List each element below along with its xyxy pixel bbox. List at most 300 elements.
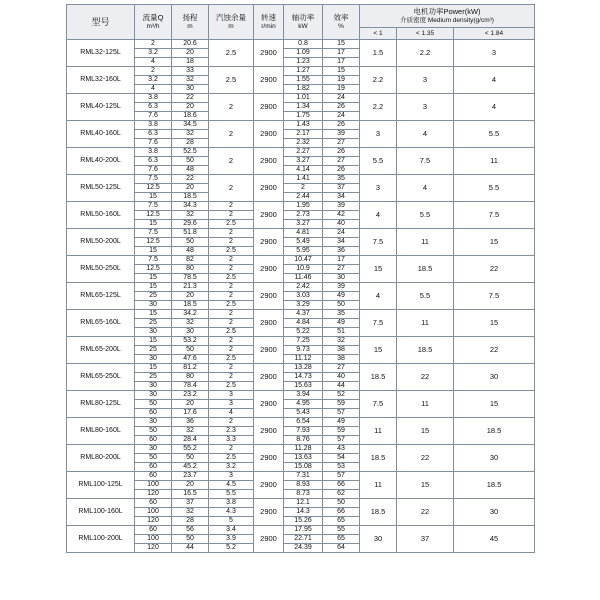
efficiency-cell: 19 — [323, 85, 360, 94]
table-row — [67, 148, 535, 157]
flow-cell: 7.5 — [135, 175, 172, 184]
head-cell: 50 — [172, 535, 209, 544]
motor-power-cell-density-1: 1.5 — [360, 40, 397, 67]
shaft-power-cell: 2.27 — [284, 148, 323, 157]
header-flow: 流量Q m³/h — [135, 5, 172, 40]
shaft-power-cell: 1.01 — [284, 94, 323, 103]
motor-power-cell-density-3: 4 — [454, 94, 535, 121]
efficiency-cell: 49 — [323, 319, 360, 328]
efficiency-cell: 57 — [323, 409, 360, 418]
speed-cell: 2900 — [254, 94, 284, 121]
model-cell: RML50-250L — [67, 256, 135, 283]
motor-power-cell-density-1: 2.2 — [360, 94, 397, 121]
motor-power-cell-density-2: 22 — [397, 445, 454, 472]
table-row — [67, 418, 535, 427]
flow-cell: 100 — [135, 481, 172, 490]
table-row — [67, 499, 535, 508]
flow-cell: 12.5 — [135, 265, 172, 274]
shaft-power-cell: 0.8 — [284, 40, 323, 49]
npsh-cell: 2 — [209, 418, 254, 427]
flow-cell: 3.8 — [135, 94, 172, 103]
table-row — [67, 256, 535, 265]
shaft-power-cell: 5.95 — [284, 247, 323, 256]
motor-power-cell-density-3: 15 — [454, 310, 535, 337]
head-cell: 47.6 — [172, 355, 209, 364]
model-cell: RML40-200L — [67, 148, 135, 175]
npsh-cell: 2.5 — [209, 220, 254, 229]
flow-cell: 6.3 — [135, 103, 172, 112]
npsh-cell: 2 — [209, 373, 254, 382]
motor-power-cell-density-2: 4 — [397, 175, 454, 202]
motor-power-cell-density-2: 5.5 — [397, 202, 454, 229]
motor-power-cell-density-1: 15 — [360, 337, 397, 364]
shaft-power-cell: 3.03 — [284, 292, 323, 301]
efficiency-cell: 42 — [323, 211, 360, 220]
motor-power-cell-density-1: 2.2 — [360, 67, 397, 94]
head-cell: 48 — [172, 166, 209, 175]
speed-cell: 2900 — [254, 445, 284, 472]
motor-power-cell-density-3: 5.5 — [454, 175, 535, 202]
flow-cell: 25 — [135, 373, 172, 382]
head-cell: 51.8 — [172, 229, 209, 238]
motor-power-cell-density-2: 2.2 — [397, 40, 454, 67]
shaft-power-cell: 15.63 — [284, 382, 323, 391]
efficiency-cell: 27 — [323, 364, 360, 373]
shaft-power-cell: 4.81 — [284, 229, 323, 238]
table-row — [67, 67, 535, 76]
flow-cell: 3.8 — [135, 148, 172, 157]
npsh-cell: 5.2 — [209, 544, 254, 553]
flow-cell: 15 — [135, 310, 172, 319]
motor-power-cell-density-3: 30 — [454, 445, 535, 472]
head-cell: 82 — [172, 256, 209, 265]
shaft-power-cell: 1.82 — [284, 85, 323, 94]
motor-power-cell-density-3: 18.5 — [454, 418, 535, 445]
npsh-cell: 2.5 — [209, 67, 254, 94]
table-row — [67, 283, 535, 292]
shaft-power-cell: 9.73 — [284, 346, 323, 355]
npsh-cell: 2 — [209, 346, 254, 355]
shaft-power-cell: 15.26 — [284, 517, 323, 526]
motor-power-cell-density-2: 7.5 — [397, 148, 454, 175]
efficiency-cell: 39 — [323, 202, 360, 211]
shaft-power-cell: 14.3 — [284, 508, 323, 517]
efficiency-cell: 54 — [323, 454, 360, 463]
header-motor-power: 电机功率Power(kW) 介质密度 Medium density(g/cm³) — [360, 5, 535, 28]
shaft-power-cell: 24.39 — [284, 544, 323, 553]
npsh-cell: 2 — [209, 445, 254, 454]
head-cell: 20 — [172, 103, 209, 112]
flow-cell: 12.5 — [135, 238, 172, 247]
shaft-power-cell: 4.14 — [284, 166, 323, 175]
flow-cell: 7.6 — [135, 139, 172, 148]
efficiency-cell: 37 — [323, 184, 360, 193]
npsh-cell: 2 — [209, 292, 254, 301]
flow-cell: 2 — [135, 67, 172, 76]
motor-power-cell-density-1: 11 — [360, 472, 397, 499]
npsh-cell: 2 — [209, 229, 254, 238]
npsh-cell: 2.5 — [209, 274, 254, 283]
motor-power-cell-density-1: 18.5 — [360, 364, 397, 391]
table-row — [67, 175, 535, 184]
head-cell: 81.2 — [172, 364, 209, 373]
npsh-cell: 2.5 — [209, 40, 254, 67]
shaft-power-cell: 2.17 — [284, 130, 323, 139]
shaft-power-cell: 11.28 — [284, 445, 323, 454]
head-cell: 34.5 — [172, 121, 209, 130]
npsh-cell: 2 — [209, 265, 254, 274]
efficiency-cell: 59 — [323, 400, 360, 409]
efficiency-cell: 38 — [323, 355, 360, 364]
shaft-power-cell: 11.46 — [284, 274, 323, 283]
flow-cell: 15 — [135, 364, 172, 373]
head-cell: 34.2 — [172, 310, 209, 319]
motor-power-cell-density-3: 15 — [454, 391, 535, 418]
flow-cell: 60 — [135, 463, 172, 472]
flow-cell: 60 — [135, 409, 172, 418]
speed-cell: 2900 — [254, 175, 284, 202]
shaft-power-cell: 12.1 — [284, 499, 323, 508]
shaft-power-cell: 7.31 — [284, 472, 323, 481]
flow-cell: 120 — [135, 490, 172, 499]
shaft-power-cell: 7.25 — [284, 337, 323, 346]
npsh-cell: 2 — [209, 337, 254, 346]
efficiency-cell: 26 — [323, 166, 360, 175]
table-row — [67, 40, 535, 49]
head-cell: 45.2 — [172, 463, 209, 472]
head-cell: 18.6 — [172, 112, 209, 121]
efficiency-cell: 35 — [323, 310, 360, 319]
efficiency-cell: 32 — [323, 337, 360, 346]
npsh-cell: 4.3 — [209, 508, 254, 517]
flow-cell: 2 — [135, 40, 172, 49]
efficiency-cell: 24 — [323, 94, 360, 103]
motor-power-cell-density-2: 15 — [397, 418, 454, 445]
npsh-cell: 2 — [209, 148, 254, 175]
head-cell: 34.3 — [172, 202, 209, 211]
flow-cell: 15 — [135, 283, 172, 292]
head-cell: 28 — [172, 139, 209, 148]
flow-cell: 60 — [135, 499, 172, 508]
header-density-1: < 1 — [360, 28, 397, 40]
flow-cell: 30 — [135, 328, 172, 337]
motor-power-cell-density-3: 3 — [454, 40, 535, 67]
head-cell: 55.2 — [172, 445, 209, 454]
efficiency-cell: 15 — [323, 40, 360, 49]
efficiency-cell: 24 — [323, 112, 360, 121]
npsh-cell: 3.4 — [209, 526, 254, 535]
efficiency-cell: 59 — [323, 427, 360, 436]
flow-cell: 30 — [135, 382, 172, 391]
model-cell: RML50-125L — [67, 175, 135, 202]
model-cell: RML40-160L — [67, 121, 135, 148]
table-row — [67, 391, 535, 400]
head-cell: 20 — [172, 49, 209, 58]
shaft-power-cell: 5.49 — [284, 238, 323, 247]
head-cell: 33 — [172, 67, 209, 76]
head-cell: 20 — [172, 400, 209, 409]
shaft-power-cell: 14.73 — [284, 373, 323, 382]
model-cell: RML80-125L — [67, 391, 135, 418]
motor-power-cell-density-1: 7.5 — [360, 310, 397, 337]
table-row — [67, 364, 535, 373]
npsh-cell: 2 — [209, 175, 254, 202]
shaft-power-cell: 1.09 — [284, 49, 323, 58]
model-cell: RML65-250L — [67, 364, 135, 391]
flow-cell: 30 — [135, 355, 172, 364]
motor-power-cell-density-3: 11 — [454, 148, 535, 175]
efficiency-cell: 34 — [323, 238, 360, 247]
efficiency-cell: 62 — [323, 490, 360, 499]
flow-cell: 15 — [135, 337, 172, 346]
head-cell: 32 — [172, 427, 209, 436]
head-cell: 21.3 — [172, 283, 209, 292]
npsh-cell: 3 — [209, 400, 254, 409]
motor-power-cell-density-1: 7.5 — [360, 391, 397, 418]
flow-cell: 25 — [135, 292, 172, 301]
efficiency-cell: 65 — [323, 517, 360, 526]
flow-cell: 6.3 — [135, 157, 172, 166]
efficiency-cell: 65 — [323, 535, 360, 544]
efficiency-cell: 26 — [323, 103, 360, 112]
head-cell: 53.2 — [172, 337, 209, 346]
head-cell: 36 — [172, 418, 209, 427]
head-cell: 18.5 — [172, 301, 209, 310]
motor-power-cell-density-3: 7.5 — [454, 202, 535, 229]
flow-cell: 60 — [135, 472, 172, 481]
efficiency-cell: 40 — [323, 373, 360, 382]
efficiency-cell: 35 — [323, 175, 360, 184]
shaft-power-cell: 2.44 — [284, 193, 323, 202]
motor-power-cell-density-3: 7.5 — [454, 283, 535, 310]
motor-power-cell-density-2: 11 — [397, 310, 454, 337]
head-cell: 50 — [172, 454, 209, 463]
flow-cell: 30 — [135, 445, 172, 454]
efficiency-cell: 17 — [323, 58, 360, 67]
efficiency-cell: 66 — [323, 508, 360, 517]
flow-cell: 7.5 — [135, 229, 172, 238]
npsh-cell: 4.5 — [209, 481, 254, 490]
efficiency-cell: 53 — [323, 463, 360, 472]
head-cell: 20 — [172, 184, 209, 193]
table-row — [67, 94, 535, 103]
flow-cell: 60 — [135, 436, 172, 445]
head-cell: 23.2 — [172, 391, 209, 400]
npsh-cell: 2.3 — [209, 427, 254, 436]
flow-cell: 3.2 — [135, 76, 172, 85]
head-cell: 28.4 — [172, 436, 209, 445]
head-cell: 17.6 — [172, 409, 209, 418]
efficiency-cell: 24 — [323, 229, 360, 238]
efficiency-cell: 30 — [323, 274, 360, 283]
head-cell: 30 — [172, 328, 209, 337]
flow-cell: 30 — [135, 391, 172, 400]
speed-cell: 2900 — [254, 283, 284, 310]
table-row — [67, 472, 535, 481]
motor-power-cell-density-3: 15 — [454, 229, 535, 256]
shaft-power-cell: 11.12 — [284, 355, 323, 364]
motor-power-cell-density-3: 18.5 — [454, 472, 535, 499]
speed-cell: 2900 — [254, 148, 284, 175]
head-cell: 37 — [172, 499, 209, 508]
npsh-cell: 2 — [209, 211, 254, 220]
head-cell: 56 — [172, 526, 209, 535]
shaft-power-cell: 1.75 — [284, 112, 323, 121]
flow-cell: 25 — [135, 346, 172, 355]
head-cell: 32 — [172, 76, 209, 85]
head-cell: 20 — [172, 481, 209, 490]
shaft-power-cell: 17.95 — [284, 526, 323, 535]
npsh-cell: 2.5 — [209, 355, 254, 364]
efficiency-cell: 49 — [323, 292, 360, 301]
flow-cell: 100 — [135, 508, 172, 517]
header-efficiency: 效率 % — [323, 5, 360, 40]
motor-power-cell-density-1: 11 — [360, 418, 397, 445]
motor-power-cell-density-2: 11 — [397, 229, 454, 256]
flow-cell: 50 — [135, 400, 172, 409]
shaft-power-cell: 1.27 — [284, 67, 323, 76]
table-row — [67, 202, 535, 211]
npsh-cell: 3.9 — [209, 535, 254, 544]
speed-cell: 2900 — [254, 121, 284, 148]
head-cell: 32 — [172, 319, 209, 328]
shaft-power-cell: 1.95 — [284, 202, 323, 211]
flow-cell: 120 — [135, 544, 172, 553]
flow-cell: 30 — [135, 301, 172, 310]
motor-power-cell-density-1: 7.5 — [360, 229, 397, 256]
npsh-cell: 2.5 — [209, 247, 254, 256]
head-cell: 20 — [172, 292, 209, 301]
head-cell: 44 — [172, 544, 209, 553]
shaft-power-cell: 8.76 — [284, 436, 323, 445]
head-cell: 48 — [172, 247, 209, 256]
head-cell: 50 — [172, 238, 209, 247]
motor-power-cell-density-2: 37 — [397, 526, 454, 553]
efficiency-cell: 40 — [323, 220, 360, 229]
pump-spec-table-container — [66, 4, 534, 596]
head-cell: 50 — [172, 346, 209, 355]
motor-power-cell-density-1: 5.5 — [360, 148, 397, 175]
efficiency-cell: 50 — [323, 301, 360, 310]
efficiency-cell: 26 — [323, 121, 360, 130]
flow-cell: 15 — [135, 247, 172, 256]
npsh-cell: 3 — [209, 391, 254, 400]
flow-cell: 7.6 — [135, 166, 172, 175]
motor-power-cell-density-1: 4 — [360, 283, 397, 310]
shaft-power-cell: 8.73 — [284, 490, 323, 499]
model-cell: RML40-125L — [67, 94, 135, 121]
motor-power-cell-density-3: 5.5 — [454, 121, 535, 148]
model-cell: RML100-160L — [67, 499, 135, 526]
npsh-cell: 5 — [209, 517, 254, 526]
flow-cell: 100 — [135, 535, 172, 544]
efficiency-cell: 17 — [323, 49, 360, 58]
motor-power-cell-density-1: 3 — [360, 121, 397, 148]
npsh-cell: 2 — [209, 283, 254, 292]
npsh-cell: 2 — [209, 202, 254, 211]
efficiency-cell: 66 — [323, 481, 360, 490]
motor-power-cell-density-3: 22 — [454, 337, 535, 364]
npsh-cell: 2 — [209, 238, 254, 247]
flow-cell: 3.8 — [135, 121, 172, 130]
efficiency-cell: 26 — [323, 148, 360, 157]
head-cell: 30 — [172, 85, 209, 94]
motor-power-cell-density-3: 30 — [454, 364, 535, 391]
speed-cell: 2900 — [254, 418, 284, 445]
npsh-cell: 2 — [209, 310, 254, 319]
header-density-3: < 1.84 — [454, 28, 535, 40]
speed-cell: 2900 — [254, 40, 284, 67]
table-row — [67, 445, 535, 454]
motor-power-cell-density-2: 22 — [397, 364, 454, 391]
shaft-power-cell: 5.43 — [284, 409, 323, 418]
flow-cell: 50 — [135, 427, 172, 436]
speed-cell: 2900 — [254, 526, 284, 553]
speed-cell: 2900 — [254, 256, 284, 283]
efficiency-cell: 43 — [323, 445, 360, 454]
shaft-power-cell: 3.27 — [284, 157, 323, 166]
model-cell: RML65-160L — [67, 310, 135, 337]
motor-power-cell-density-3: 45 — [454, 526, 535, 553]
npsh-cell: 2 — [209, 94, 254, 121]
head-cell: 52.5 — [172, 148, 209, 157]
flow-cell: 60 — [135, 526, 172, 535]
npsh-cell: 2 — [209, 364, 254, 373]
model-cell: RML80-160L — [67, 418, 135, 445]
flow-cell: 30 — [135, 418, 172, 427]
flow-cell: 25 — [135, 319, 172, 328]
flow-cell: 12.5 — [135, 184, 172, 193]
efficiency-cell: 51 — [323, 328, 360, 337]
npsh-cell: 2.5 — [209, 382, 254, 391]
flow-cell: 7.5 — [135, 256, 172, 265]
head-cell: 32 — [172, 130, 209, 139]
model-cell: RML32-160L — [67, 67, 135, 94]
efficiency-cell: 44 — [323, 382, 360, 391]
model-cell: RML80-200L — [67, 445, 135, 472]
model-cell: RML100-200L — [67, 526, 135, 553]
shaft-power-cell: 1.55 — [284, 76, 323, 85]
header-shaft-power: 轴功率 kW — [284, 5, 323, 40]
npsh-cell: 3 — [209, 472, 254, 481]
motor-power-cell-density-3: 4 — [454, 67, 535, 94]
table-row — [67, 526, 535, 535]
flow-cell: 15 — [135, 220, 172, 229]
speed-cell: 2900 — [254, 364, 284, 391]
efficiency-cell: 64 — [323, 544, 360, 553]
speed-cell: 2900 — [254, 499, 284, 526]
motor-power-cell-density-2: 15 — [397, 472, 454, 499]
header-head: 扬程 m — [172, 5, 209, 40]
efficiency-cell: 36 — [323, 247, 360, 256]
flow-cell: 50 — [135, 454, 172, 463]
speed-cell: 2900 — [254, 229, 284, 256]
head-cell: 22 — [172, 94, 209, 103]
npsh-cell: 2.5 — [209, 328, 254, 337]
efficiency-cell: 57 — [323, 436, 360, 445]
motor-power-cell-density-2: 4 — [397, 121, 454, 148]
motor-power-cell-density-1: 15 — [360, 256, 397, 283]
shaft-power-cell: 1.41 — [284, 175, 323, 184]
efficiency-cell: 57 — [323, 472, 360, 481]
speed-cell: 2900 — [254, 67, 284, 94]
shaft-power-cell: 3.29 — [284, 301, 323, 310]
shaft-power-cell: 6.54 — [284, 418, 323, 427]
efficiency-cell: 34 — [323, 193, 360, 202]
shaft-power-cell: 3.94 — [284, 391, 323, 400]
motor-power-cell-density-2: 18.5 — [397, 256, 454, 283]
head-cell: 18.5 — [172, 193, 209, 202]
